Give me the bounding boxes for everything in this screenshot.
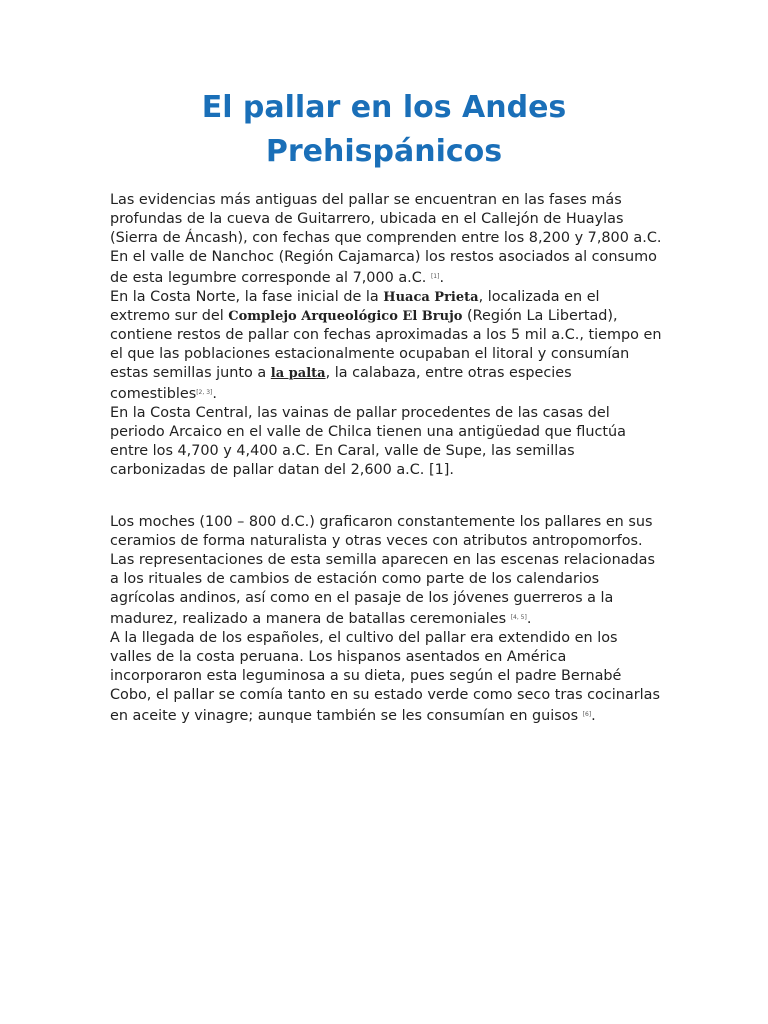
paragraph-end: . [526, 611, 532, 627]
paragraph-text: Los moches (100 – 800 d.C.) graficaron constantemente los pallares en sus ceramios de forma naturalista y otras veces con atributos antropomorfos. Las representaciones de esta semilla aparecen en las escenas relacionadas a los rituales de cambios de estación como parte de los calendarios agrícolas andinos, así como en el pasaje de los jóvenes guerreros a la madurez, realizado a manera de batallas ceremoniales [110, 514, 655, 627]
paragraph-text: (Región La Libertad), contiene restos de pallar con fechas aproximadas a los 5 mil a.C., tiempo en el que las poblaciones estacionalmente ocupaban el litoral y consumían estas semillas junto a [110, 308, 662, 381]
paragraph-end: . [591, 708, 596, 724]
paragraph-text: , la calabaza, entre otras especies comestibles [110, 365, 572, 402]
citation-ref[interactable]: [1] [430, 273, 440, 280]
paragraph-guitarrero [110, 191, 662, 288]
paragraph-end: . [212, 386, 217, 402]
page-title: El pallar en los Andes Prehispánicos [201, 90, 567, 169]
paragraph-espanoles [110, 629, 662, 726]
paragraph-text: A la llegada de los españoles, el cultivo del pallar era extendido en los valles de la costa peruana. Los hispanos asentados en América incorporaron esta leguminosa a su dieta, pues según el padre Bernabé Cobo, el pallar se comía tanto en su estado verde como seco tras cocinarlas en aceite y vinagre; aunque también se les consumían en guisos [110, 630, 660, 724]
citation-ref[interactable]: [6] [582, 711, 592, 718]
paragraph-text: , localizada en el extremo sur del [110, 289, 600, 324]
paragraph-costa-central [110, 404, 662, 480]
section-moche-colonial [110, 513, 662, 726]
paragraph-text: Las evidencias más antiguas del pallar se encuentran en las fases más profundas de la cueva de Guitarrero, ubicada en el Callejón de Huaylas (Sierra de Áncash), con fechas que comprenden entre los 8,200 y 7,800 a.C. En el valle de Nanchoc (Región Cajamarca) los restos asociados al consumo de esta legumbre corresponde al 7,000 a.C. [110, 192, 662, 286]
la-palta-link[interactable]: la palta [270, 366, 326, 381]
paragraph-moches [110, 513, 662, 629]
paragraph-text: En la Costa Norte, la fase inicial de la [110, 289, 384, 305]
paragraph-end: . [439, 270, 445, 286]
paragraph-costa-norte [110, 288, 662, 404]
section-origins [110, 191, 662, 480]
paragraph-text: En la Costa Central, las vainas de pallar procedentes de las casas del periodo Arcaico en el valle de Chilca tienen una antigüedad que fluctúa entre los 4,700 y 4,400 a.C. En Caral, valle de Supe, las semillas carbonizadas de pallar datan del 2,600 a.C. [1]. [110, 405, 626, 478]
citation-ref[interactable]: [2, 3] [196, 389, 213, 396]
complejo-el-brujo-term: Complejo Arqueológico El Brujo [228, 309, 463, 324]
citation-ref[interactable]: [4, 5] [510, 614, 527, 621]
huaca-prieta-term: Huaca Prieta [383, 290, 479, 305]
